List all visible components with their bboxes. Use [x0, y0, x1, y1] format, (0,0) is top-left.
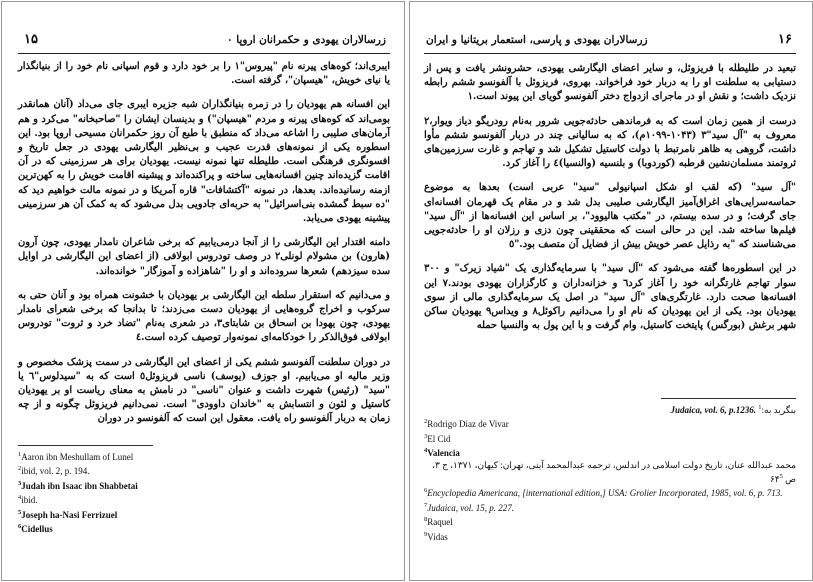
- paragraph: "آل سید" (که لقب او شکل اسپانیولی "سید" عربی است) بعدها به موضوع حماسه‌سرایی‌های اغراق‌آمیز الیگارشی صلیبی بدل شد و در مقام یک قهرمان افسانه‌ای جای گرفت؛ و در سده بیستم، در "مکتب هالیوود"، بر اساس این افسانه‌ها از "آل سید" فیلم‌ها ساخته شد. این در حالی است که محققینی چون دزی و رزلان او را حادثه‌جویی می‌شناسند که "به رذایل عصر خویش بیش از فضایل آن متصف بود."٥: [424, 182, 796, 251]
- footnote: $^2$Rodrigo Diaz de Vivar: [424, 418, 509, 430]
- footnote: $^7$Judaica, vol. 15, p. 227.: [424, 501, 514, 513]
- paragraph: ایبری‌اند؛ کوه‌های پیرنه نام "پیروس"١ را بر خود دارد و قوم اسپانی نام خود را از بنیانگذار یا نیای خویش، "هیسپان"، گرفته است.: [18, 61, 390, 87]
- paragraph: و می‌دانیم که استقرار سلطه این الیگارشی بر یهودیان با خشونت همراه بود و آنان حتی به سرکوب و اخراج گروه‌هایی از یهودیان دست می‌زدند؛ تا بدانجا که برخی شعرای نامدار یهودی، چون یهودا بن اسحاق بن شابتای٣، در شعری به‌نام "تضاد خرد و ثروت" تودروس ابولافی فوق‌الذکر را خودکامه‌ای نمونه‌وار توصیف کرده است.٤: [18, 289, 390, 344]
- left-body-text: [18, 60, 390, 428]
- header-rule: [424, 53, 796, 54]
- footnote: $^9$Vidas: [424, 530, 448, 542]
- footnote: $^8$Raquel: [424, 516, 453, 528]
- paragraph: این افسانه هم یهودیان را در زمره بنیانگذاران شبه جزیره ایبری جای می‌داد (آنان همانقدر بومی‌اند که کوه‌های پیرنه و مردم "هیسپان") و بدینسان ایشان را "صاحبخانه" می‌کرد و هم آرمان‌های صلیبی را اشاعه می‌داد که منطبق با طبع آن روز حکمرانان مسیحی اروپا بود. این اسطوره یکی از نمونه‌های قدرت عجیب و بی‌نظیر الیگارشی یهودی در جعل تاریخ و افسونگری فرهنگی است. طلیطله تنها نمونه نیست. یهودیان برای هر سرزمینی که در آن اقامت گزیده‌اند چنین افسانه‌هایی ساخته و پراکنده‌اند و پیشینه اقامت خویش را به کهن‌ترین ازمنه رسانیده‌اند. بعدها، در نمونه "آکتشافات" قاره آمریکا و در نمونه مالت خواهیم دید که "ده سبط گمشده بنی‌اسرائیل" به حربه‌ای جادویی بدل می‌شود که به کمک آن هر سرزمینی پیشینه یهودی می‌یابد.: [18, 99, 390, 225]
- footnote: Judaica, vol. 6, p.1236. بنگرید به:$^1$: [670, 404, 796, 415]
- footnote: $^3$Judah ibn Isaac ibn Shabbetai: [18, 479, 138, 491]
- running-head: زرسالاران یهودی و حکمرانان اروپا ۰: [227, 34, 386, 46]
- right-page: [424, 0, 796, 582]
- right-footnotes: [424, 402, 796, 543]
- running-head: زرسالاران یهودی و پارسی، استعمار بریتانیا و ایران: [426, 34, 648, 46]
- paragraph: تبعید در طلیطله با فریزوئل، و سایر اعضای الیگارشی یهودی، حشرونشر یافت و پس از دستیابی به سلطنت او را به دربار خود فراخواند. بهروی، فریزوئل با آلفونسو ششم رابطه نزدیک داشت؛ و نقش او در ماجرای ازدواج دختر آلفونسو گویای این پیوند است.١: [424, 63, 796, 103]
- footnote: $^4$ibid.: [18, 494, 38, 506]
- paragraph: در این اسطوره‌ها گفته می‌شود که "آل سید" با سرمایه‌گذاری یک "شیاد زیرک" و ۳۰۰ سوار تهاجم غارتگرانه خود را آغاز کرد٦ و خزانه‌داران و کارگزاران یهودی بودند.٧ این افسانه‌ها صحت دارد. غارتگری‌های "آل سید" در اصل یک سرمایه‌گذاری مالی از سوی یهودیان بود. یکی از این یهودیان که نام او را می‌دانیم راکوئل٨ و ویداس٩ یهودیان ساکن شهر برغش (بورگس) پایتخت کاستیل، وام گرفت و با این پول به والنسیا حمله: [424, 263, 797, 332]
- footnote: $^4$Valencia: [424, 447, 460, 459]
- footnote: $^6$Cidellus: [18, 523, 53, 535]
- footnote: $^3$El Cid: [424, 432, 451, 444]
- page-number: ۱۵: [24, 32, 38, 47]
- left-page: [18, 0, 390, 582]
- footnote: محمد عبدالله عنان، تاریخ دولت اسلامی در اندلس، ترجمه عبدالمحمد آیتی، تهران: کیهان، ۱۳۷۱، ج ۳، ص $۶۴^5$: [432, 459, 796, 485]
- paragraph: در دوران سلطنت آلفونسو ششم یکی از اعضای این الیگارشی در سمت پزشک مخصوص و وزیر مالیه او می‌یابیم. او جوزف (یوسف) ناسی فریزوئل٥ است که به "سیدلوس"٦ یا "سید" (رئیس) شهرت داشت و عنوان "ناسی" در نامش به معنای ریاست او بر یهودیان کاستیل و لئون و انتسابش به "خاندان داوودی" است. نمی‌دانیم فریزوئل چگونه و از چه زمان به دربار آلفونسو راه یافت. معقول این است که آلفونسو در دوران: [18, 356, 390, 425]
- left-page-header: [18, 34, 390, 50]
- footnote: $^2$ibid, vol. 2, p. 194.: [18, 465, 90, 477]
- footnote-rule: [661, 398, 796, 399]
- right-page-header: [424, 34, 796, 50]
- footnote: $^6$Encyclopedia Americana, [international edition,] USA: Grolier Incorporated, 1985, vol. 6, p. 713.: [424, 487, 783, 499]
- page-number: ۱۶: [778, 32, 792, 47]
- header-rule: [18, 53, 390, 54]
- footnote-rule: [18, 445, 153, 446]
- paragraph: درست از همین زمان است که به فرماندهی حادثه‌جویی شرور به‌نام رودریگو دیاز ویوار،٢ معروف به "آل سید"٣ (۱۰۴۳-۱۰۹۹م)، که به‌ سالیانی چند در دربار آلفونسو ششم مأوا داشت، گروهی به ظاهر نامرتبط با دولت کاستیل تشکیل شد و تهاجم و غارت سرزمین‌های ثروتمند مسلمان‌نشین قرطبه (کوردوبا) و بلنسیه (والنسیا)٤ را آغاز کرد.: [424, 115, 796, 170]
- footnote: $^5$Joseph ha-Nasi Ferrizuel: [18, 508, 118, 520]
- right-body-text: [424, 62, 796, 392]
- left-footnotes: [18, 449, 390, 535]
- footnote: $^1$Aaron ibn Meshullam of Lunel: [18, 451, 134, 462]
- paragraph: دامنه اقتدار این الیگارشی را از آنجا درمی‌یابیم که برخی شاعران نامدار یهودی، چون آرون (هارون) بن مشولام لونلی٢ در وصف تودروس ابولافی (از اعضای این الیگارشی در اوایل سده سیزدهم) شعرها سروده‌اند و او را "شاهزاده و آموزگار" خوانده‌اند.: [18, 237, 390, 277]
